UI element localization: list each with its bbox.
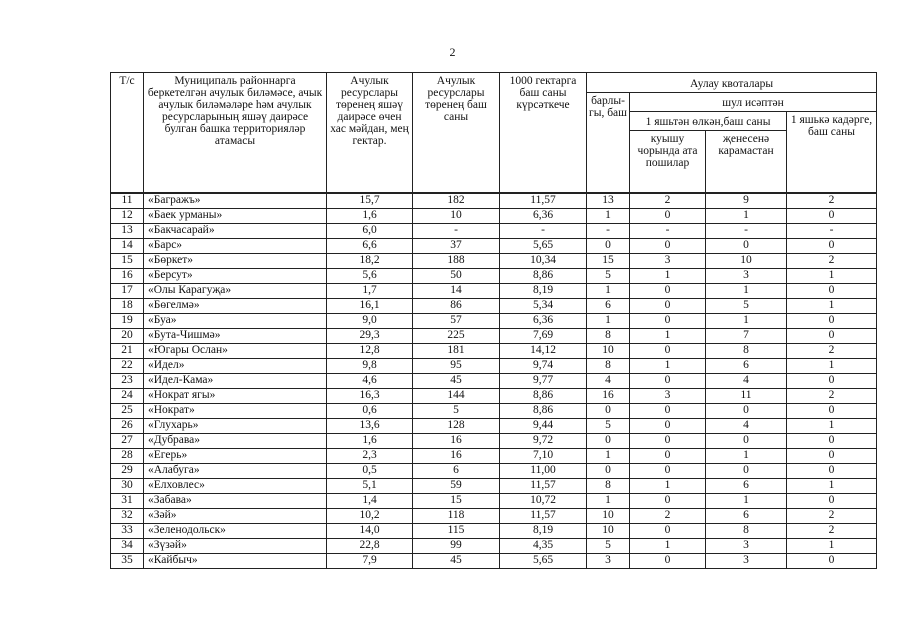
cell-young: 1 — [787, 298, 877, 313]
cell-density: 9,77 — [500, 373, 587, 388]
cell-name: «Глухарь» — [144, 418, 327, 433]
cell-n: 23 — [111, 373, 144, 388]
header-tc: Т/с — [111, 73, 144, 193]
cell-density: 10,34 — [500, 253, 587, 268]
cell-name: «Идел-Кама» — [144, 373, 327, 388]
cell-area: 1,6 — [327, 433, 413, 448]
cell-total: 3 — [587, 553, 630, 568]
cell-n: 21 — [111, 343, 144, 358]
cell-name: «Зеленодольск» — [144, 523, 327, 538]
cell-males: 0 — [630, 463, 706, 478]
table-row — [111, 463, 877, 478]
cell-area: 16,3 — [327, 388, 413, 403]
cell-any: 0 — [706, 433, 787, 448]
cell-n: 28 — [111, 448, 144, 463]
cell-area: 1,6 — [327, 208, 413, 223]
cell-n: 27 — [111, 433, 144, 448]
cell-total: 8 — [587, 328, 630, 343]
cell-area: 5,1 — [327, 478, 413, 493]
header-area: Ачулык ресурслары төренең яшәү даирәсе өчен хас мәйдан, мең гектар. — [327, 73, 413, 193]
cell-count: 50 — [413, 268, 500, 283]
table-row — [111, 343, 877, 358]
header-quota-group: Аулау квоталары — [587, 73, 877, 93]
cell-young: 1 — [787, 418, 877, 433]
table-row — [111, 493, 877, 508]
cell-n: 35 — [111, 553, 144, 568]
cell-density: 8,86 — [500, 388, 587, 403]
cell-total: 10 — [587, 523, 630, 538]
cell-males: 2 — [630, 508, 706, 523]
cell-any: 0 — [706, 403, 787, 418]
cell-males: 3 — [630, 253, 706, 268]
cell-any: 0 — [706, 463, 787, 478]
cell-males: 0 — [630, 553, 706, 568]
cell-count: 6 — [413, 463, 500, 478]
table-row — [111, 238, 877, 253]
cell-total: 8 — [587, 478, 630, 493]
cell-males: 0 — [630, 208, 706, 223]
cell-count: 118 — [413, 508, 500, 523]
cell-density: 10,72 — [500, 493, 587, 508]
header-older-group: 1 яшьтән өлкән,баш саны — [630, 112, 787, 131]
cell-males: 1 — [630, 268, 706, 283]
cell-males: 0 — [630, 373, 706, 388]
cell-area: 6,6 — [327, 238, 413, 253]
cell-name: «Нократ ягы» — [144, 388, 327, 403]
cell-any: 6 — [706, 478, 787, 493]
cell-n: 15 — [111, 253, 144, 268]
cell-n: 32 — [111, 508, 144, 523]
cell-name: «Берсут» — [144, 268, 327, 283]
cell-count: 15 — [413, 493, 500, 508]
cell-males: 0 — [630, 433, 706, 448]
cell-name: «Елховлес» — [144, 478, 327, 493]
cell-count: 225 — [413, 328, 500, 343]
cell-total: 0 — [587, 403, 630, 418]
cell-name: «Кайбыч» — [144, 553, 327, 568]
cell-area: 14,0 — [327, 523, 413, 538]
cell-n: 24 — [111, 388, 144, 403]
cell-name: «Буа» — [144, 313, 327, 328]
cell-young: 1 — [787, 268, 877, 283]
cell-name: «Баек урманы» — [144, 208, 327, 223]
cell-area: 0,5 — [327, 463, 413, 478]
cell-any: 3 — [706, 553, 787, 568]
cell-count: 16 — [413, 448, 500, 463]
cell-males: 0 — [630, 418, 706, 433]
cell-count: 144 — [413, 388, 500, 403]
cell-total: 5 — [587, 418, 630, 433]
cell-any: 0 — [706, 238, 787, 253]
cell-count: 45 — [413, 553, 500, 568]
table-row — [111, 313, 877, 328]
table-row — [111, 253, 877, 268]
table-row — [111, 553, 877, 568]
cell-young: 0 — [787, 553, 877, 568]
cell-any: 5 — [706, 298, 787, 313]
cell-density: 7,10 — [500, 448, 587, 463]
cell-total: 5 — [587, 268, 630, 283]
cell-n: 34 — [111, 538, 144, 553]
cell-area: 15,7 — [327, 193, 413, 209]
cell-name: «Дубрава» — [144, 433, 327, 448]
cell-name: «Егерь» — [144, 448, 327, 463]
cell-density: 9,72 — [500, 433, 587, 448]
cell-any: - — [706, 223, 787, 238]
cell-density: 9,44 — [500, 418, 587, 433]
cell-n: 25 — [111, 403, 144, 418]
cell-density: 5,65 — [500, 553, 587, 568]
cell-count: 188 — [413, 253, 500, 268]
cell-young: 2 — [787, 388, 877, 403]
table-row — [111, 418, 877, 433]
cell-young: 2 — [787, 343, 877, 358]
cell-count: 86 — [413, 298, 500, 313]
table-row — [111, 523, 877, 538]
cell-total: 0 — [587, 238, 630, 253]
cell-count: 115 — [413, 523, 500, 538]
table-body — [111, 193, 877, 569]
cell-density: 5,65 — [500, 238, 587, 253]
cell-count: 14 — [413, 283, 500, 298]
cell-any: 8 — [706, 523, 787, 538]
cell-name: «Олы Карагуҗа» — [144, 283, 327, 298]
cell-area: 1,7 — [327, 283, 413, 298]
table-row — [111, 328, 877, 343]
cell-males: 0 — [630, 493, 706, 508]
cell-total: 13 — [587, 193, 630, 209]
cell-area: 2,3 — [327, 448, 413, 463]
cell-young: 2 — [787, 508, 877, 523]
cell-density: 5,34 — [500, 298, 587, 313]
cell-total: 10 — [587, 508, 630, 523]
table-row — [111, 538, 877, 553]
cell-area: 9,0 — [327, 313, 413, 328]
cell-n: 20 — [111, 328, 144, 343]
cell-n: 14 — [111, 238, 144, 253]
cell-name: «Бакчасарай» — [144, 223, 327, 238]
cell-any: 1 — [706, 448, 787, 463]
header-young: 1 яшькә кадәрге, баш саны — [787, 112, 877, 193]
cell-density: 14,12 — [500, 343, 587, 358]
cell-area: 6,0 — [327, 223, 413, 238]
cell-males: 0 — [630, 403, 706, 418]
table-row — [111, 373, 877, 388]
cell-males: 1 — [630, 328, 706, 343]
cell-name: «Зәй» — [144, 508, 327, 523]
cell-density: 8,86 — [500, 268, 587, 283]
cell-density: 8,86 — [500, 403, 587, 418]
cell-count: - — [413, 223, 500, 238]
cell-count: 99 — [413, 538, 500, 553]
cell-area: 0,6 — [327, 403, 413, 418]
cell-total: 10 — [587, 343, 630, 358]
cell-young: 0 — [787, 328, 877, 343]
header-of-them: шул исәптән — [630, 93, 877, 112]
cell-any: 8 — [706, 343, 787, 358]
table-row — [111, 433, 877, 448]
cell-n: 31 — [111, 493, 144, 508]
header-any-sex: җенесенә карамастан — [706, 131, 787, 193]
cell-area: 1,4 — [327, 493, 413, 508]
cell-total: 15 — [587, 253, 630, 268]
cell-males: 1 — [630, 538, 706, 553]
cell-n: 26 — [111, 418, 144, 433]
table-row — [111, 508, 877, 523]
cell-males: 3 — [630, 388, 706, 403]
cell-males: 0 — [630, 448, 706, 463]
cell-name: «Багражъ» — [144, 193, 327, 209]
cell-total: - — [587, 223, 630, 238]
cell-n: 30 — [111, 478, 144, 493]
table-row — [111, 298, 877, 313]
table-row — [111, 388, 877, 403]
cell-count: 37 — [413, 238, 500, 253]
cell-area: 4,6 — [327, 373, 413, 388]
cell-any: 6 — [706, 508, 787, 523]
cell-young: 1 — [787, 358, 877, 373]
cell-count: 182 — [413, 193, 500, 209]
cell-area: 10,2 — [327, 508, 413, 523]
table-row — [111, 208, 877, 223]
cell-males: 0 — [630, 523, 706, 538]
cell-density: - — [500, 223, 587, 238]
table-row — [111, 403, 877, 418]
cell-young: 0 — [787, 448, 877, 463]
cell-n: 18 — [111, 298, 144, 313]
cell-count: 16 — [413, 433, 500, 448]
table-row — [111, 283, 877, 298]
cell-count: 5 — [413, 403, 500, 418]
cell-name: «Алабуга» — [144, 463, 327, 478]
cell-name: «Зүзәй» — [144, 538, 327, 553]
cell-total: 0 — [587, 463, 630, 478]
cell-area: 9,8 — [327, 358, 413, 373]
cell-density: 11,00 — [500, 463, 587, 478]
cell-males: 0 — [630, 298, 706, 313]
cell-name: «Барс» — [144, 238, 327, 253]
cell-n: 17 — [111, 283, 144, 298]
cell-total: 1 — [587, 313, 630, 328]
cell-name: «Югары Ослан» — [144, 343, 327, 358]
cell-count: 95 — [413, 358, 500, 373]
table-row — [111, 478, 877, 493]
cell-n: 29 — [111, 463, 144, 478]
cell-males: 0 — [630, 313, 706, 328]
cell-area: 5,6 — [327, 268, 413, 283]
cell-males: 1 — [630, 358, 706, 373]
cell-young: 2 — [787, 523, 877, 538]
cell-count: 59 — [413, 478, 500, 493]
cell-any: 10 — [706, 253, 787, 268]
cell-young: 0 — [787, 493, 877, 508]
cell-n: 33 — [111, 523, 144, 538]
cell-density: 7,69 — [500, 328, 587, 343]
page-number: 2 — [449, 45, 456, 59]
cell-any: 4 — [706, 418, 787, 433]
cell-total: 8 — [587, 358, 630, 373]
cell-any: 7 — [706, 328, 787, 343]
cell-any: 9 — [706, 193, 787, 209]
hunting-quota-table — [110, 72, 877, 569]
cell-young: 0 — [787, 403, 877, 418]
cell-any: 1 — [706, 313, 787, 328]
cell-density: 11,57 — [500, 193, 587, 209]
cell-name: «Бута-Чишмә» — [144, 328, 327, 343]
cell-young: 1 — [787, 478, 877, 493]
cell-area: 7,9 — [327, 553, 413, 568]
cell-males: 0 — [630, 238, 706, 253]
cell-young: 0 — [787, 283, 877, 298]
table-row — [111, 358, 877, 373]
cell-n: 19 — [111, 313, 144, 328]
cell-area: 12,8 — [327, 343, 413, 358]
cell-males: 2 — [630, 193, 706, 209]
cell-any: 6 — [706, 358, 787, 373]
cell-n: 13 — [111, 223, 144, 238]
table-row — [111, 268, 877, 283]
cell-any: 1 — [706, 208, 787, 223]
cell-area: 16,1 — [327, 298, 413, 313]
cell-young: 0 — [787, 463, 877, 478]
cell-total: 1 — [587, 493, 630, 508]
cell-any: 1 — [706, 493, 787, 508]
cell-young: 0 — [787, 313, 877, 328]
cell-young: 2 — [787, 253, 877, 268]
cell-young: 0 — [787, 433, 877, 448]
cell-young: 1 — [787, 538, 877, 553]
cell-count: 128 — [413, 418, 500, 433]
cell-density: 8,19 — [500, 523, 587, 538]
cell-total: 0 — [587, 433, 630, 448]
header-total: барлы-гы, баш — [587, 93, 630, 193]
cell-n: 12 — [111, 208, 144, 223]
table-row — [111, 448, 877, 463]
cell-area: 18,2 — [327, 253, 413, 268]
cell-any: 3 — [706, 268, 787, 283]
cell-count: 181 — [413, 343, 500, 358]
cell-total: 1 — [587, 283, 630, 298]
cell-count: 45 — [413, 373, 500, 388]
cell-total: 5 — [587, 538, 630, 553]
cell-density: 6,36 — [500, 208, 587, 223]
cell-area: 22,8 — [327, 538, 413, 553]
cell-n: 16 — [111, 268, 144, 283]
cell-name: «Забава» — [144, 493, 327, 508]
header-breeding-males: куышу чорында ата пошилар — [630, 131, 706, 193]
cell-males: 0 — [630, 343, 706, 358]
cell-name: «Нократ» — [144, 403, 327, 418]
cell-males: 0 — [630, 283, 706, 298]
cell-total: 1 — [587, 448, 630, 463]
cell-total: 6 — [587, 298, 630, 313]
cell-name: «Бөгелмә» — [144, 298, 327, 313]
cell-density: 11,57 — [500, 478, 587, 493]
cell-males: - — [630, 223, 706, 238]
header-name: Муниципаль районнарга беркетелгән ачулык биләмәсе, ачык ачулык биләмәләре һәм ачулык ресурсларының яшәү даирәсе булган башка территорияләр атамасы — [144, 73, 327, 193]
cell-name: «Идел» — [144, 358, 327, 373]
cell-density: 4,35 — [500, 538, 587, 553]
header-count: Ачулык ресурслары төренең баш саны — [413, 73, 500, 193]
cell-n: 11 — [111, 193, 144, 209]
cell-young: 0 — [787, 373, 877, 388]
cell-name: «Бөркет» — [144, 253, 327, 268]
header-density: 1000 гектарга баш саны күрсәткече — [500, 73, 587, 193]
cell-any: 4 — [706, 373, 787, 388]
cell-total: 1 — [587, 208, 630, 223]
cell-area: 13,6 — [327, 418, 413, 433]
cell-n: 22 — [111, 358, 144, 373]
cell-any: 3 — [706, 538, 787, 553]
cell-count: 10 — [413, 208, 500, 223]
cell-any: 1 — [706, 283, 787, 298]
table-row — [111, 193, 877, 209]
cell-density: 11,57 — [500, 508, 587, 523]
cell-young: 2 — [787, 193, 877, 209]
cell-total: 16 — [587, 388, 630, 403]
cell-young: 0 — [787, 208, 877, 223]
cell-density: 8,19 — [500, 283, 587, 298]
table-row — [111, 223, 877, 238]
cell-young: 0 — [787, 238, 877, 253]
cell-count: 57 — [413, 313, 500, 328]
cell-young: - — [787, 223, 877, 238]
cell-area: 29,3 — [327, 328, 413, 343]
cell-density: 6,36 — [500, 313, 587, 328]
cell-any: 11 — [706, 388, 787, 403]
cell-density: 9,74 — [500, 358, 587, 373]
cell-total: 4 — [587, 373, 630, 388]
cell-males: 1 — [630, 478, 706, 493]
